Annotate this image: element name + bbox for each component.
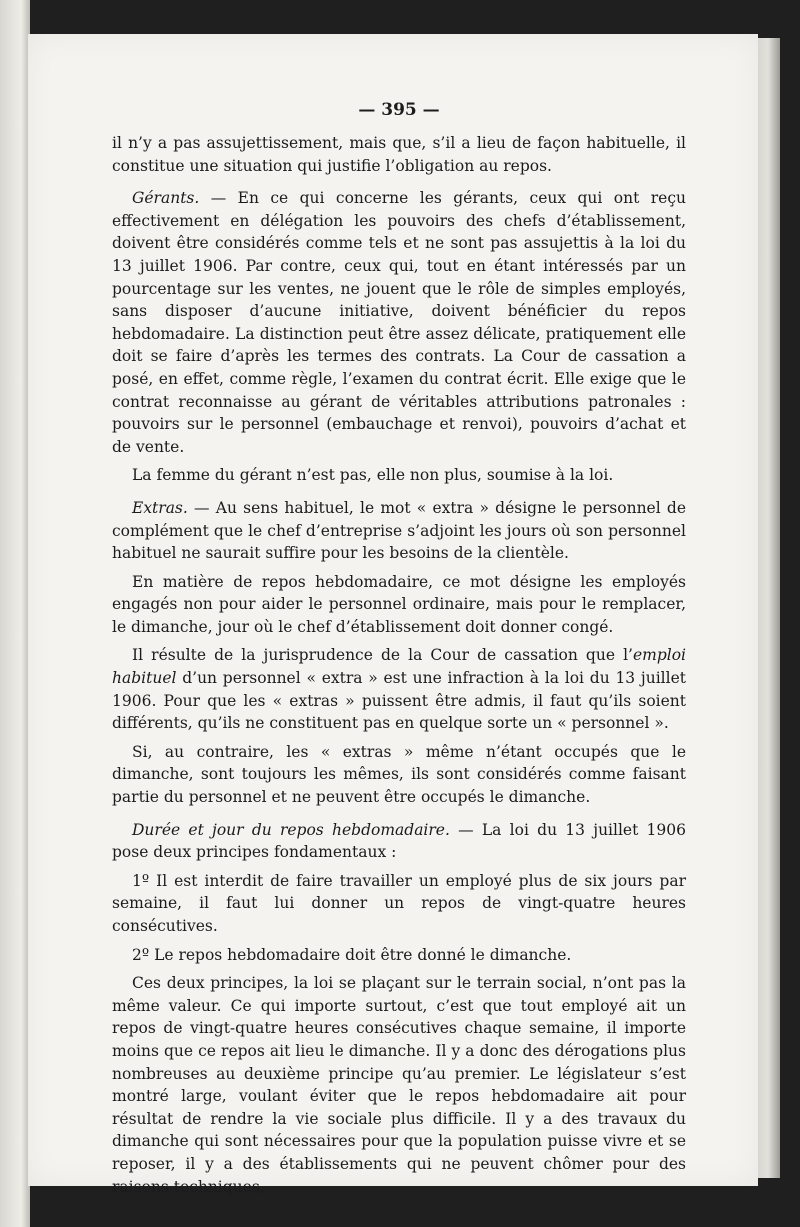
previous-page-edge [0,0,30,1227]
section-lead-extras: Extras. [132,498,188,517]
paragraph-deux-principes: Ces deux principes, la loi se plaçant sur le terrain social, n’ont pas la même valeur. Ce qui importe surtout, c’est que tout employé ait un repos de vingt-quatre heures consécutives chaque semaine, il importe moins que ce repos ait lieu le dimanche. Il y a donc des dérogations plus nombreuses au deuxième principe qu’au premier. Le législateur s’est montré large, voulant éviter que le repos hebdomadaire ait pour résultat de rendre la vie sociale plus difficile. Il y a des travaux du dimanche qui sont nécessaires pour que la population puisse vivre et se reposer, il y a des établissements qui ne peuvent chômer pour des raisons techniques, [112,974,686,1196]
principle-1: 1º Il est interdit de faire travailler un employé plus de six jours par semaine, il faut lui donner un repos de vingt-quatre heures consécutives. [112,871,686,935]
page-body [112,98,686,1204]
paragraph-gerants [112,187,686,458]
jurisprudence-text-end: d’un personnel « extra » est une infraction à la loi du 13 juillet 1906. Pour que les « extras » puissent être admis, il faut qu’ils soient différents, qu’ils ne constituent pas en quelque sorte un « personnel ». [112,669,686,733]
paragraph-jurisprudence [112,644,686,734]
principle-2: 2º Le repos hebdomadaire doit être donné le dimanche. [132,945,572,964]
page-number: — 395 — [358,100,440,120]
paragraph-femme-gerant: La femme du gérant n’est pas, elle non plus, soumise à la loi. [132,466,614,485]
paragraph-extras-text: — Au sens habituel, le mot « extra » désigne le personnel de complément que le chef d’entreprise s’adjoint les jours où son personnel habituel ne saurait suffire pour les besoins de la clientèle. [112,498,686,563]
paragraph-duree [112,819,686,864]
page-sheet [28,34,758,1196]
paragraph-extras-memes: Si, au contraire, les « extras » même n’étant occupés que le dimanche, sont toujours les mêmes, ils sont considérés comme faisant partie du personnel et ne peuvent être occupés le dimanche. [112,742,686,807]
jurisprudence-text-start: Il résulte de la jurisprudence de la Cour de cassation que l’ [132,646,633,665]
paragraph-continuation: il n’y a pas assujettissement, mais que, s’il a lieu de façon habituelle, il constitue une situation qui justifie l’obligation au repos. [112,134,686,175]
section-lead-gerants: Gérants. [132,189,200,208]
paragraph-repos-extras: En matière de repos hebdomadaire, ce mot désigne les employés engagés non pour aider le personnel ordinaire, mais pour le remplacer, le dimanche, jour où le chef d’établissement doit donner congé. [112,572,686,636]
paragraph-gerants-text: — En ce qui concerne les gérants, ceux qui ont reçu effectivement en délégation les pouvoirs des chefs d’établissement, doivent être considérés comme tels et ne sont pas assujettis à la loi du 13 juillet 1906. Par contre, ceux qui, tout en étant intéressés par un pourcentage sur les ventes, ne jouent que le rôle de simples employés, sans disposer d’aucune initiative, doivent bénéficier du repos hebdomadaire. La distinction peut être assez délicate, pratiquement elle doit se faire d’après les termes des contrats. La Cour de cassation a posé, en effet, comme règle, l’examen du contrat écrit. Elle exige que le contrat reconnaisse au gérant de véritables attributions patronales : pouvoirs sur le personnel (embauchage et renvoi), pouvoirs d’achat et de vente. [112,189,686,456]
paragraph-extras [112,497,686,565]
section-lead-duree: Durée et jour du repos hebdomadaire. [132,820,450,839]
paragraph-duree-text: — La loi du 13 juillet 1906 pose deux principes fondamentaux : [112,820,687,862]
emphasis-emploi-habituel: emploi habituel [112,646,686,688]
